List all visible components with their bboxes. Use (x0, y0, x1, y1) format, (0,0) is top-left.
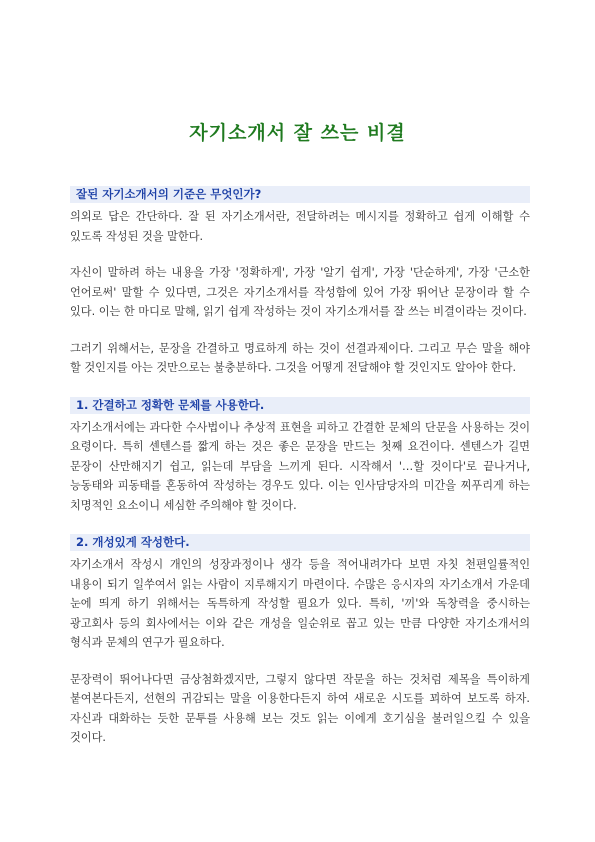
document-title: 자기소개서 잘 쓰는 비결 (189, 122, 406, 144)
paragraph: 자기소개서 작성시 개인의 성장과정이나 생각 등을 적어내려가다 보면 자칫 천편일률적인 내용이 되기 일쑤여서 읽는 사람이 지루해지기 마련이다. 수많은 응시자의 자기소개서 가운데 눈에 띄게 하기 위해서는 독특하게 작성할 필요가 있다. 특히, '끼'와 독창력을 중시하는 광고회사 등의 회사에서는 이와 같은 개성을 일순위로 꼽고 있는 만큼 다양한 자기소개서의 형식과 문체의 연구가 필요하다. (70, 558, 530, 649)
paragraph: 자신이 말하려 하는 내용을 가장 '정확하게', 가장 '알기 쉽게', 가장 '단순하게', 가장 '근소한 언어로써' 말할 수 있다면, 그것은 자기소개서를 작성함에 있어 가장 뛰어난 문장이라 할 수 있다. 이는 한 마디로 말해, 읽기 쉽게 작성하는 것이 자기소개서를 잘 쓰는 비결이라는 것이다. (70, 266, 530, 318)
section-gap (70, 515, 530, 534)
section-gap (70, 378, 530, 397)
section-heading-individuality (70, 534, 530, 551)
section-heading-text: 2. 개성있게 작성한다. (76, 535, 190, 549)
document-body (70, 186, 530, 748)
paragraph: 의외로 답은 간단하다. 잘 된 자기소개서란, 전달하려는 메시지를 정확하고 쉽게 이해할 수 있도록 작성된 것을 말한다. (70, 210, 530, 243)
paragraph-gap (70, 246, 530, 263)
paragraph: 자기소개서에는 과다한 수사법이나 추상적 표현을 피하고 간결한 문체의 단문을 사용하는 것이 요령이다. 특히 센텐스를 짧게 하는 것은 좋은 문장을 만드는 첫째 요건이다. 센텐스가 길면 문장이 산만해지기 쉽고, 읽는데 부담을 느끼게 된다. 시작해서 '…할 것이다'로 끝나거나, 능동태와 피동태를 혼동하여 작성하는 경우도 있다. 이는 인사담당자의 미간을 찌푸리게 하는 치명적인 요소이니 세심한 주의해야 할 것이다. (70, 420, 530, 512)
section-heading-text: 1. 간결하고 정확한 문체를 사용한다. (76, 397, 265, 412)
paragraph-gap (70, 653, 530, 670)
section-heading-text: 잘된 자기소개서의 기준은 무엇인가? (76, 187, 262, 201)
section-heading-concise-style (70, 397, 530, 414)
paragraph-gap (70, 322, 530, 339)
paragraph: 그러기 위해서는, 문장을 간결하고 명료하게 하는 것이 선결과제이다. 그리고 무슨 말을 해야 할 것인지를 아는 것만으로는 불충분하다. 그것을 어떻게 전달해야 할 것인지도 알아야 한다. (70, 341, 530, 374)
section-heading-criteria (70, 186, 530, 203)
paragraph: 문장력이 뛰어나다면 금상첨화겠지만, 그렇지 않다면 작문을 하는 것처럼 제목을 특이하게 붙여본다든지, 선현의 귀감되는 말을 이용한다든지 하여 새로운 시도를 꾀하여 보도록 하자. 자신과 대화하는 듯한 문투를 사용해 보는 것도 읽는 이에게 호기심을 불러일으킬 수 있을 것이다. (70, 672, 530, 744)
